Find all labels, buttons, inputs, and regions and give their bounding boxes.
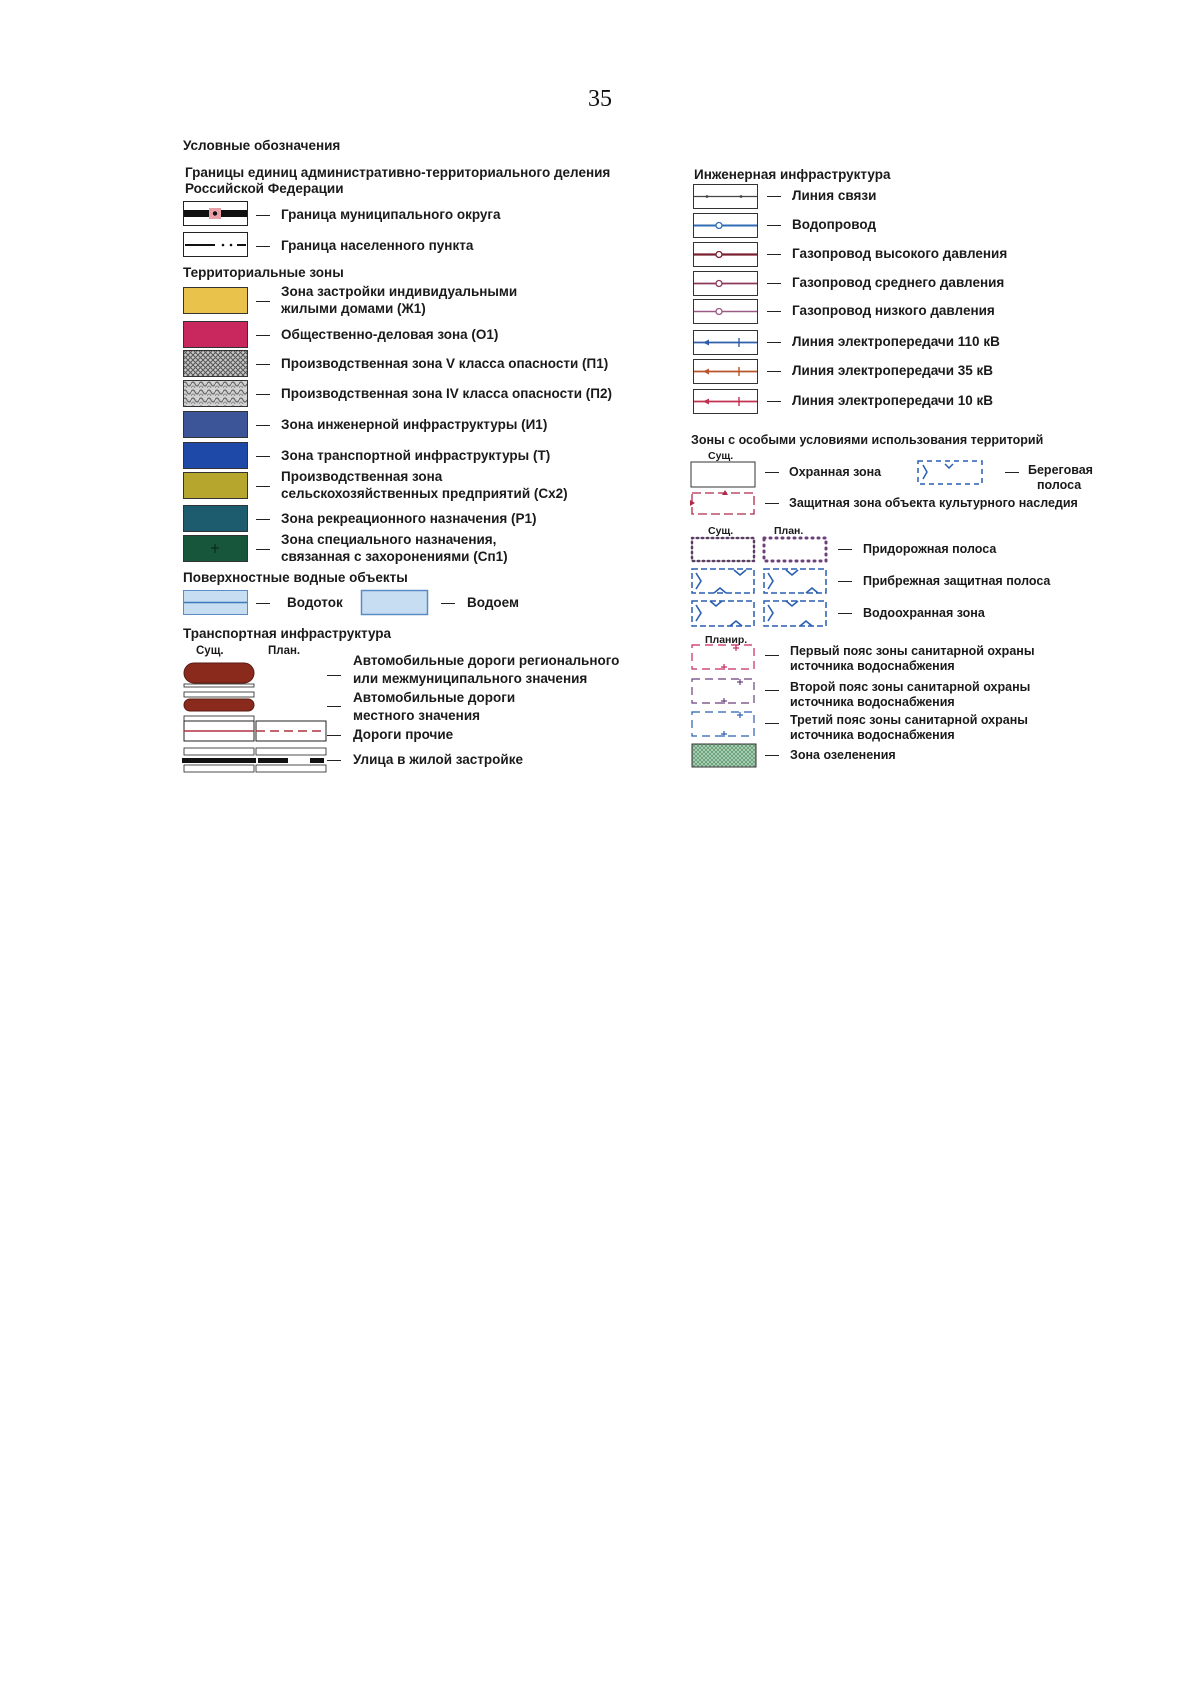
regional-road-symbol: [180, 660, 258, 688]
zone-label-1-0: Общественно-деловая зона (О1): [281, 327, 499, 342]
dash: [767, 342, 781, 343]
sanitary-zone-1-symbol: [690, 643, 760, 673]
engineering-symbol-5: [693, 330, 761, 356]
admin-heading-line2: Российской Федерации: [185, 181, 344, 196]
transport-item-1-line0: Автомобильные дороги: [353, 690, 516, 705]
engineering-label-0: Линия связи: [792, 188, 877, 203]
engineering-symbol-7: [693, 389, 761, 415]
sanitary-1-line0: Первый пояс зоны санитарной охраны: [790, 644, 1035, 658]
engineering-label-7: Линия электропередачи 10 кВ: [792, 393, 994, 408]
zone-swatch-1: [183, 321, 249, 349]
riparian-strip-symbol: [690, 567, 830, 597]
special-heading: Зоны с особыми условиями использования территорий: [691, 433, 1044, 447]
protection-zone-label: Охранная зона: [789, 465, 882, 479]
sanitary-zone-2-symbol: [690, 677, 760, 707]
dash: [767, 401, 781, 402]
heritage-zone-label: Защитная зона объекта культурного наследия: [789, 496, 1078, 510]
water-item-0: Водоток: [287, 595, 343, 610]
dash: [838, 581, 852, 582]
zone-swatch-3: [183, 380, 249, 408]
sanitary-zone-3-symbol: [690, 710, 760, 740]
engineering-label-2: Газопровод высокого давления: [792, 246, 1008, 261]
sanitary-3-line0: Третий пояс зоны санитарной охраны: [790, 713, 1028, 727]
coastal-strip-line2: полоса: [1037, 478, 1082, 492]
zone-label-4-0: Зона инженерной инфраструктуры (И1): [281, 417, 548, 432]
roadside-strip-label: Придорожная полоса: [863, 542, 997, 556]
water-protection-symbol: [690, 598, 830, 630]
engineering-label-1: Водопровод: [792, 217, 877, 232]
special-col-planned: План.: [774, 525, 804, 537]
water-protection-label: Водоохранная зона: [863, 606, 985, 620]
zone-label-7-0: Зона рекреационного назначения (Р1): [281, 511, 537, 526]
dash: [256, 215, 270, 216]
other-road-planned-symbol: [252, 720, 330, 744]
zone-swatch-4: [183, 411, 249, 439]
dash: [767, 311, 781, 312]
dash: [1005, 472, 1019, 473]
coastal-strip-symbol: [917, 459, 985, 487]
legend-title: Условные обозначения: [183, 138, 341, 153]
special-col-planned-alt: Планир.: [705, 634, 748, 646]
zone-label-6-1: сельскохозяйственных предприятий (Сх2): [281, 486, 568, 501]
dash: [256, 425, 270, 426]
dash: [256, 486, 270, 487]
special-col-existing-2: Сущ.: [708, 525, 734, 537]
dash: [256, 456, 270, 457]
zone-swatch-6: [183, 472, 249, 500]
zone-label-0-0: Зона застройки индивидуальными: [281, 284, 518, 299]
engineering-label-4: Газопровод низкого давления: [792, 303, 995, 318]
zones-heading: Территориальные зоны: [183, 265, 344, 280]
water-item-1: Водоем: [467, 595, 519, 610]
roadside-strip-symbol: [690, 535, 830, 565]
engineering-heading: Инженерная инфраструктура: [694, 167, 891, 182]
zone-label-6-0: Производственная зона: [281, 469, 443, 484]
dash: [765, 755, 779, 756]
transport-item-3: Улица в жилой застройке: [353, 752, 523, 767]
other-road-existing-symbol: [180, 720, 258, 744]
green-zone-symbol: [690, 742, 760, 770]
local-road-symbol: [180, 690, 258, 714]
dash: [327, 760, 341, 761]
dash: [256, 549, 270, 550]
dash: [765, 723, 779, 724]
street-existing-symbol: [180, 747, 258, 775]
dash: [838, 549, 852, 550]
sanitary-1-line1: источника водоснабжения: [790, 659, 955, 673]
sanitary-2-line1: источника водоснабжения: [790, 695, 955, 709]
page-number: 35: [588, 86, 612, 112]
settlement-border-symbol: [183, 232, 249, 258]
transport-item-0-line1: или межмуниципального значения: [353, 671, 588, 686]
engineering-label-6: Линия электропередачи 35 кВ: [792, 363, 994, 378]
zone-label-2-0: Производственная зона V класса опасности (П1): [281, 356, 609, 371]
dash: [256, 394, 270, 395]
street-planned-symbol: [252, 747, 330, 775]
dash: [765, 503, 779, 504]
engineering-symbol-3: [693, 271, 761, 297]
dash: [767, 371, 781, 372]
sanitary-3-line1: источника водоснабжения: [790, 728, 955, 742]
dash: [256, 246, 270, 247]
water-heading: Поверхностные водные объекты: [183, 570, 408, 585]
watercourse-symbol: [183, 590, 249, 616]
special-col-existing: Сущ.: [708, 450, 734, 462]
zone-swatch-8: [183, 535, 249, 563]
dash: [327, 675, 341, 676]
reservoir-symbol: [361, 590, 429, 616]
dash: [256, 603, 270, 604]
dash: [767, 283, 781, 284]
dash: [767, 254, 781, 255]
transport-col-planned: План.: [268, 645, 301, 657]
municipal-border-symbol: [183, 201, 249, 227]
dash: [765, 655, 779, 656]
engineering-label-3: Газопровод среднего давления: [792, 275, 1005, 290]
sanitary-2-line0: Второй пояс зоны санитарной охраны: [790, 680, 1031, 694]
dash: [256, 301, 270, 302]
dash: [327, 735, 341, 736]
protection-zone-symbol: [690, 461, 758, 489]
transport-item-1-line1: местного значения: [353, 708, 480, 723]
zone-swatch-2: [183, 350, 249, 378]
admin-item-0: Граница муниципального округа: [281, 207, 501, 222]
admin-heading-line1: Границы единиц административно-территориального деления: [185, 165, 611, 180]
dash: [441, 603, 455, 604]
engineering-label-5: Линия электропередачи 110 кВ: [792, 334, 1000, 349]
zone-label-5-0: Зона транспортной инфраструктуры (Т): [281, 448, 551, 463]
coastal-strip-line1: Береговая: [1028, 463, 1093, 477]
zone-swatch-5: [183, 442, 249, 470]
dash: [765, 472, 779, 473]
dash: [327, 706, 341, 707]
engineering-symbol-0: [693, 184, 761, 210]
zone-swatch-0: [183, 287, 249, 315]
dash: [765, 690, 779, 691]
zone-label-0-1: жилыми домами (Ж1): [281, 301, 426, 316]
transport-item-2: Дороги прочие: [353, 727, 454, 742]
transport-col-existing: Сущ.: [196, 645, 224, 657]
transport-item-0-line0: Автомобильные дороги регионального: [353, 653, 620, 668]
riparian-strip-label: Прибрежная защитная полоса: [863, 574, 1051, 588]
dash: [256, 364, 270, 365]
engineering-symbol-6: [693, 359, 761, 385]
engineering-symbol-1: [693, 213, 761, 239]
engineering-symbol-2: [693, 242, 761, 268]
zone-label-3-0: Производственная зона IV класса опасности (П2): [281, 386, 612, 401]
green-zone-label: Зона озеленения: [790, 748, 896, 762]
dash: [838, 613, 852, 614]
dash: [767, 225, 781, 226]
zone-label-8-1: связанная с захоронениями (Сп1): [281, 549, 508, 564]
zone-swatch-7: [183, 505, 249, 533]
dash: [256, 519, 270, 520]
engineering-symbol-4: [693, 299, 761, 325]
dash: [256, 335, 270, 336]
dash: [767, 196, 781, 197]
transport-heading: Транспортная инфраструктура: [183, 626, 392, 641]
admin-item-1: Граница населенного пункта: [281, 238, 474, 253]
zone-label-8-0: Зона специального назначения,: [281, 532, 497, 547]
heritage-zone-symbol: [690, 490, 760, 518]
